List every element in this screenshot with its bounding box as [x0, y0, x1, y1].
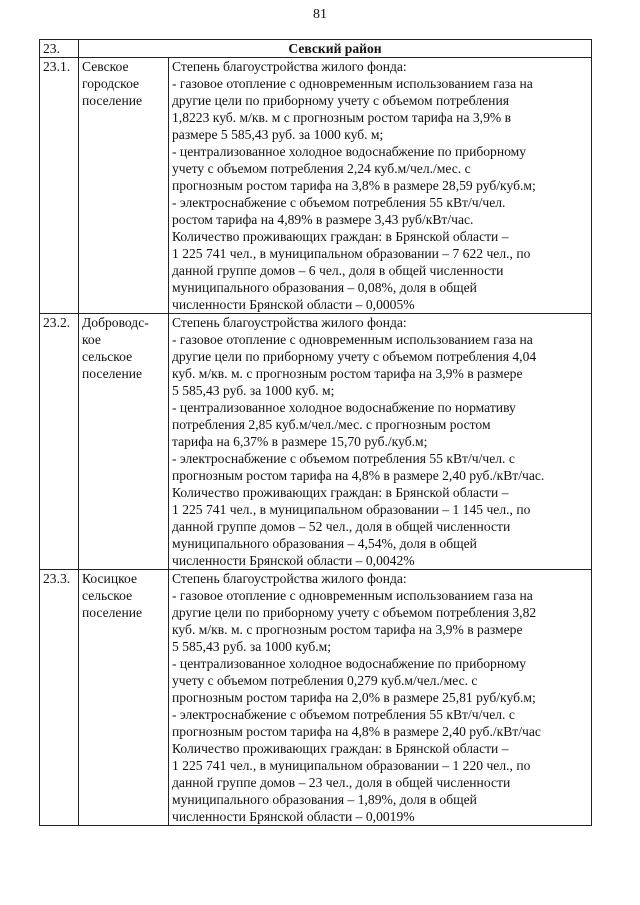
settlement-name-line: Косицкое — [82, 571, 138, 586]
description-line: - централизованное холодное водоснабжение по приборному — [172, 656, 527, 671]
description-line: другие цели по приборному учету с объемом потребления — [172, 93, 509, 108]
settlement-name-line: сельское — [82, 588, 133, 603]
description-line: - газовое отопление с одновременным использованием газа на — [172, 76, 533, 91]
description-line: данной группе домов – 6 чел., доля в общей численности — [172, 263, 504, 278]
description-line: данной группе домов – 23 чел., доля в общей численности — [172, 775, 511, 790]
row-number-cell — [40, 58, 79, 314]
description-line: - электроснабжение с объемом потребления 55 кВт/ч/чел. — [172, 195, 506, 210]
description-line: 1 225 741 чел., в муниципальном образовании – 1 220 чел., по — [172, 758, 531, 773]
description-line: прогнозным ростом тарифа на 3,8% в размере 28,59 руб/куб.м; — [172, 178, 536, 193]
description-line: - централизованное холодное водоснабжение по приборному — [172, 144, 527, 159]
description-line: 1,8223 куб. м/кв. м с прогнозным ростом тарифа на 3,9% в — [172, 110, 512, 125]
description-line: 5 585,43 руб. за 1000 куб. м; — [172, 383, 335, 398]
description-line: Степень благоустройства жилого фонда: — [172, 315, 407, 330]
description-line: прогнозным ростом тарифа на 2,0% в размере 25,81 руб/куб.м; — [172, 690, 536, 705]
settlement-name-line: Севское — [82, 59, 129, 74]
description-line: - газовое отопление с одновременным использованием газа на — [172, 588, 533, 603]
row-number-cell — [40, 570, 79, 826]
description-line: численности Брянской области – 0,0005% — [172, 297, 415, 312]
description-line: численности Брянской области – 0,0042% — [172, 553, 415, 568]
description-line: другие цели по приборному учету с объемом потребления 3,82 — [172, 605, 537, 620]
settlement-name-cell — [79, 314, 169, 570]
description-line: муниципального образования – 4,54%, доля в общей — [172, 536, 477, 551]
description-line: куб. м/кв. м. с прогнозным ростом тарифа на 3,9% в размере — [172, 622, 523, 637]
description-line: куб. м/кв. м. с прогнозным ростом тарифа на 3,9% в размере — [172, 366, 523, 381]
table-row — [40, 314, 592, 570]
description-cell — [169, 58, 592, 314]
description-cell — [169, 314, 592, 570]
row-number: 23.3. — [43, 571, 71, 586]
description-line: другие цели по приборному учету с объемом потребления 4,04 — [172, 349, 537, 364]
description-line: Количество проживающих граждан: в Брянской области – — [172, 229, 509, 244]
table-row — [40, 570, 592, 826]
description-line: учету с объемом потребления 0,279 куб.м/чел./мес. с — [172, 673, 478, 688]
settlement-name-cell — [79, 570, 169, 826]
page-number: 81 — [313, 7, 327, 22]
description-line: - электроснабжение с объемом потребления 55 кВт/ч/чел. с — [172, 451, 515, 466]
settlement-name-line: городское — [82, 76, 140, 91]
settlement-name-cell — [79, 58, 169, 314]
description-line: Количество проживающих граждан: в Брянской области – — [172, 741, 509, 756]
settlement-name-line: кое — [82, 332, 101, 347]
description-line: Степень благоустройства жилого фонда: — [172, 59, 407, 74]
description-line: прогнозным ростом тарифа на 4,8% в размере 2,40 руб./кВт/час. — [172, 468, 545, 483]
district-number: 23. — [40, 40, 79, 58]
description-line: потребления 2,85 куб.м/чел./мес. с прогнозным ростом — [172, 417, 491, 432]
description-line: Степень благоустройства жилого фонда: — [172, 571, 407, 586]
row-number-cell — [40, 314, 79, 570]
settlement-name-line: поселение — [82, 605, 143, 620]
settlement-table — [39, 39, 592, 826]
description-line: ростом тарифа на 4,89% в размере 3,43 руб/кВт/час. — [172, 212, 474, 227]
settlement-name-line: поселение — [82, 366, 143, 381]
description-line: муниципального образования – 0,08%, доля в общей — [172, 280, 477, 295]
table-row — [40, 58, 592, 314]
settlement-name-line: поселение — [82, 93, 143, 108]
description-line: 1 225 741 чел., в муниципальном образовании – 7 622 чел., по — [172, 246, 531, 261]
description-line: Количество проживающих граждан: в Брянской области – — [172, 485, 509, 500]
description-line: 5 585,43 руб. за 1000 куб.м; — [172, 639, 332, 654]
description-line: учету с объемом потребления 2,24 куб.м/чел./мес. с — [172, 161, 471, 176]
settlement-name-line: Доброводс- — [82, 315, 149, 330]
row-number: 23.1. — [43, 59, 71, 74]
description-line: данной группе домов – 52 чел., доля в общей численности — [172, 519, 511, 534]
description-line: прогнозным ростом тарифа на 4,8% в размере 2,40 руб./кВт/час — [172, 724, 541, 739]
settlement-name-line: сельское — [82, 349, 133, 364]
description-line: размере 5 585,43 руб. за 1000 куб. м; — [172, 127, 384, 142]
description-line: - электроснабжение с объемом потребления 55 кВт/ч/чел. с — [172, 707, 515, 722]
description-line: - газовое отопление с одновременным использованием газа на — [172, 332, 533, 347]
description-line: 1 225 741 чел., в муниципальном образовании – 1 145 чел., по — [172, 502, 531, 517]
description-line: численности Брянской области – 0,0019% — [172, 809, 415, 824]
district-header-row — [40, 40, 592, 58]
district-title: Севский район — [79, 40, 592, 58]
description-line: тарифа на 6,37% в размере 15,70 руб./куб.м; — [172, 434, 428, 449]
row-number: 23.2. — [43, 315, 71, 330]
description-line: - централизованное холодное водоснабжение по нормативу — [172, 400, 516, 415]
description-cell — [169, 570, 592, 826]
description-line: муниципального образования – 1,89%, доля в общей — [172, 792, 477, 807]
